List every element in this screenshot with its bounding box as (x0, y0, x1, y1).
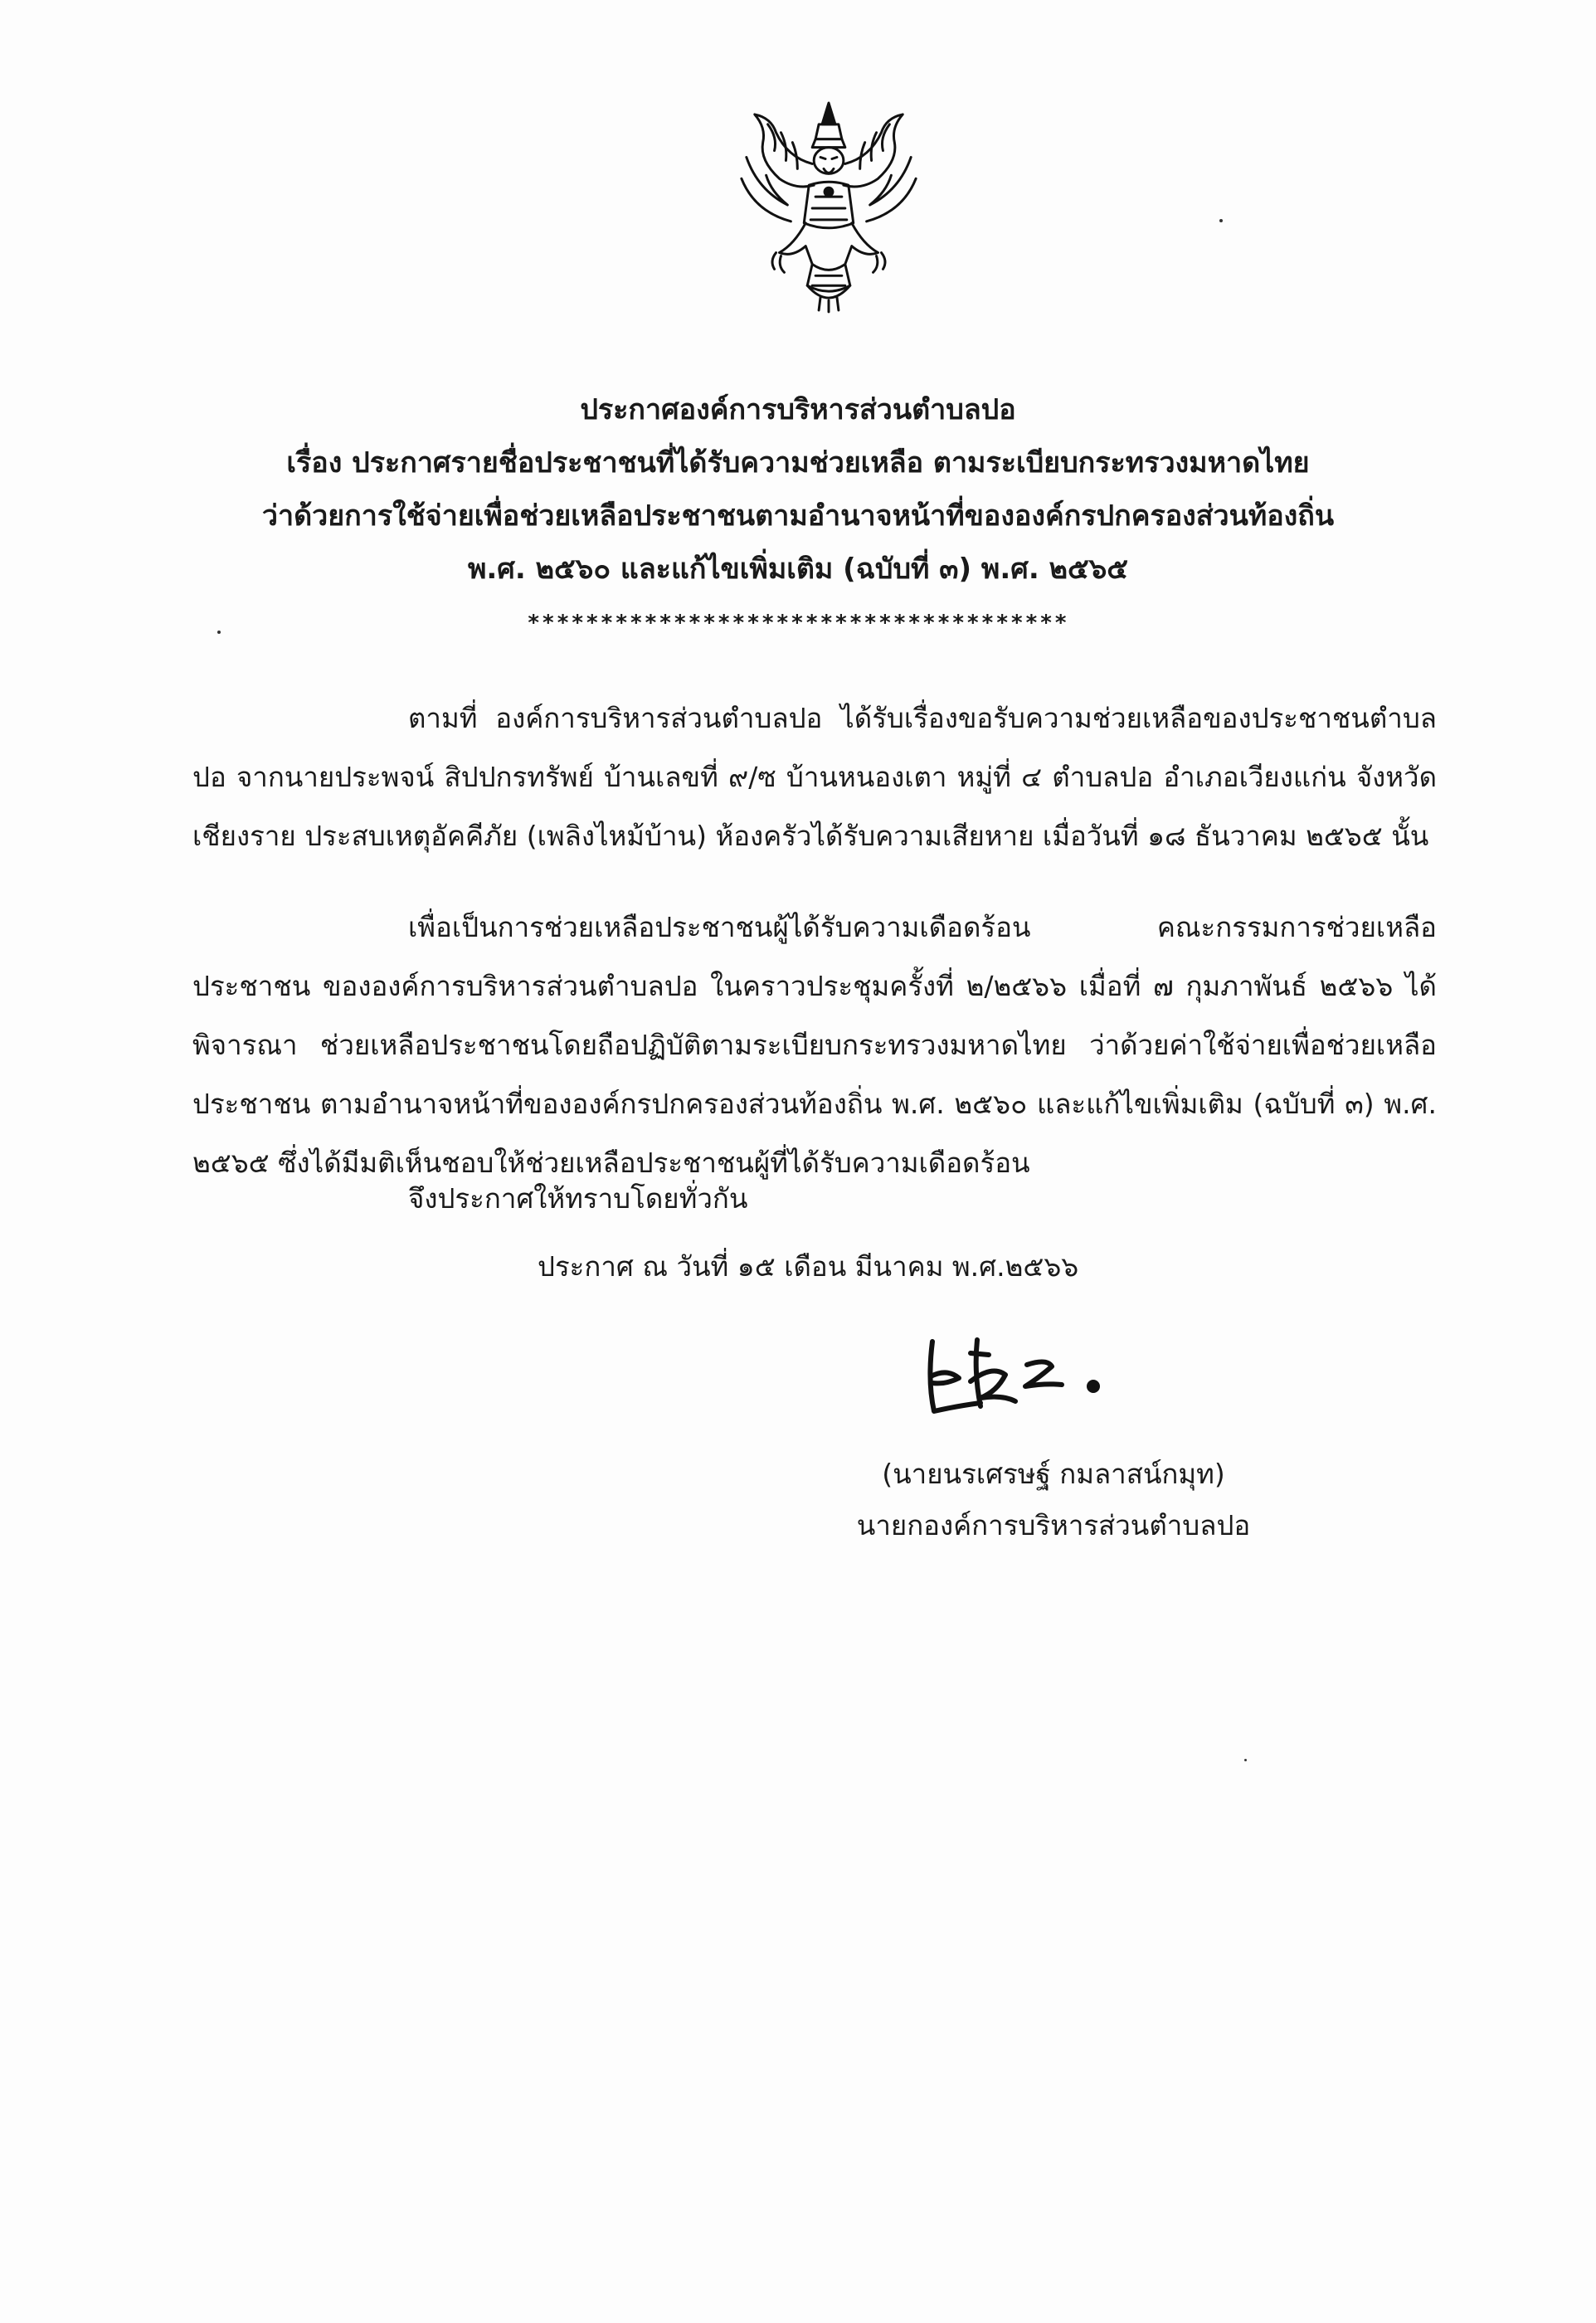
garuda-emblem-icon (730, 98, 927, 315)
closing-statement: จึงประกาศให้ทราบโดยทั่วกัน (408, 1182, 748, 1215)
body-paragraph-2 (192, 898, 1437, 1192)
scan-speck (1219, 219, 1223, 222)
signer-name: (นายนรเศรษฐ์ กมลาสน์กมุท) (882, 1458, 1225, 1490)
announcement-subject-line3: พ.ศ. ๒๕๖๐ และแก้ไขเพิ่มเติม (ฉบับที่ ๓) พ.ศ. ๒๕๖๕ (467, 553, 1129, 586)
announcement-subject: เรื่อง ประกาศรายชื่อประชาชนที่ได้รับความช่วยเหลือ ตามระเบียบกระทรวงมหาดไทย (286, 446, 1310, 480)
scan-speck (1244, 1759, 1247, 1761)
body-paragraph-1 (192, 689, 1437, 865)
announcement-title: ประกาศองค์การบริหารส่วนตำบลปอ (580, 393, 1016, 426)
signer-position: นายกองค์การบริหารส่วนตำบลปอ (856, 1509, 1251, 1541)
announcement-date: ประกาศ ณ วันที่ ๑๕ เดือน มีนาคม พ.ศ.๒๕๖๖ (538, 1250, 1079, 1283)
paragraph-2-text: เพื่อเป็นการช่วยเหลือประชาชนผู้ได้รับความเดือดร้อน คณะกรรมการช่วยเหลือประชาชน ขององค์การบริหารส่วนตำบลปอ ในคราวประชุมครั้งที่ ๒/๒๕๖๖ เมื่อที่ ๗ กุมภาพันธ์ ๒๕๖๖ ได้พิจารณา ช่วยเหลือประชาชนโดยถือปฏิบัติตามระเบียบกระทรวงมหาดไทย ว่าด้วยค่าใช้จ่ายเพื่อช่วยเหลือประชาชน ตามอำนาจหน้าที่ขององค์กรปกครองส่วนท้องถิ่น พ.ศ. ๒๕๖๐ และแก้ไขเพิ่มเติม (ฉบับที่ ๓) พ.ศ. ๒๕๖๕ ซึ่งได้มีมติเห็นชอบให้ช่วยเหลือประชาชนผู้ที่ได้รับความเดือดร้อน (192, 911, 1437, 1179)
paragraph-1-text: ตามที่ องค์การบริหารส่วนตำบลปอ ได้รับเรื่องขอรับความช่วยเหลือของประชาชนตำบลปอ จากนายประพจน์ สิปปกรทรัพย์ บ้านเลขที่ ๙/ซ บ้านหนองเตา หมู่ที่ ๔ ตำบลปอ อำเภอเวียงแก่น จังหวัดเชียงราย ประสบเหตุอัคคีภัย (เพลิงไหม้บ้าน) ห้องครัวได้รับความเสียหาย เมื่อวันที่ ๑๘ ธันวาคม ๒๕๖๕ นั้น (192, 702, 1437, 852)
scan-speck (217, 631, 221, 634)
announcement-subject-line2: ว่าด้วยการใช้จ่ายเพื่อช่วยเหลือประชาชนตามอำนาจหน้าที่ขององค์กรปกครองส่วนท้องถิ่น (261, 499, 1335, 533)
handwritten-signature (922, 1332, 1122, 1423)
header-separator: ************************************* (527, 611, 1069, 636)
